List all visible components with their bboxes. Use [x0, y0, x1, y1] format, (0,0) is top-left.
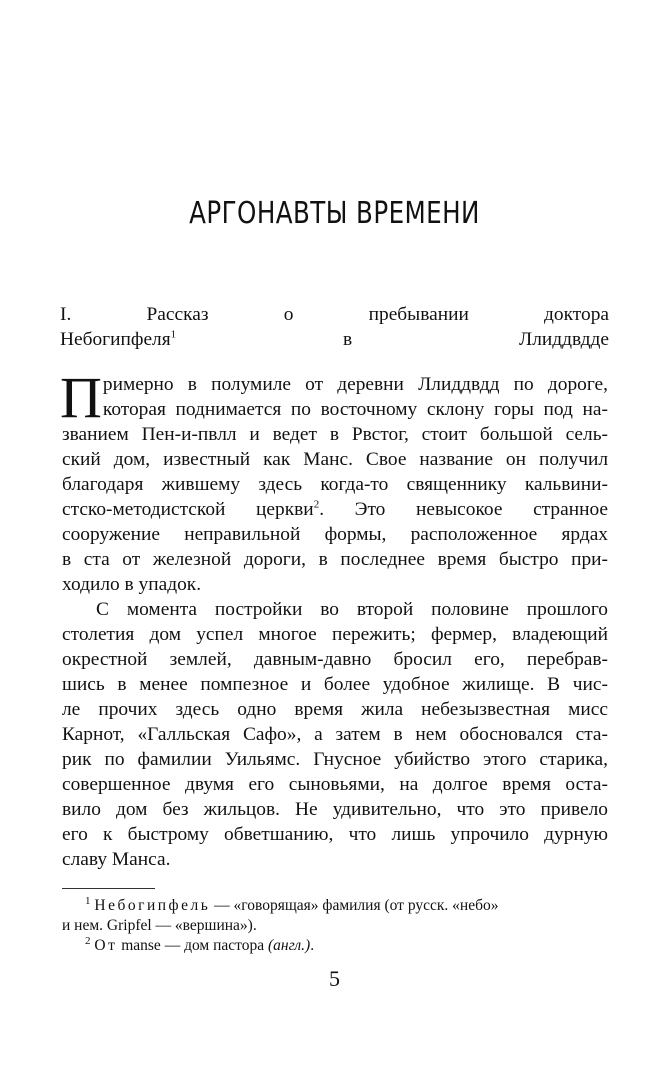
text-line: рик по фамилии Уильямс. Гнусное убийство этого старика, [62, 749, 608, 770]
text-line: сооружение неправильной формы, расположенное ярдах [62, 524, 608, 545]
book-title: АРГОНАВТЫ ВРЕМЕНИ [189, 196, 480, 231]
footnote-language: (англ.) [267, 937, 311, 954]
text-line: ходило в упадок. [62, 574, 202, 595]
text-line: ле прочих здесь одно время жила небезызвестная мисс [62, 699, 608, 720]
footnote-1-continuation: и нем. Gripfel — «вершина»). [62, 917, 257, 934]
text-line: римерно в полумиле от деревни Ллиддвдд по дороге, [102, 374, 608, 395]
text-segment: . Это невысокое странное [319, 499, 608, 520]
text-line: благодаря жившему здесь когда-то священнику кальвини- [62, 474, 608, 495]
text-line: шись в менее помпезное и более удобное жилище. В чис- [62, 674, 608, 695]
chapter-heading [60, 302, 609, 352]
footnote-term: Небогипфель [94, 897, 211, 914]
drop-cap: П [60, 365, 102, 430]
page-number: 5 [329, 966, 340, 991]
paragraph-2 [62, 597, 608, 872]
chapter-heading-place: в Ллиддвдде [176, 329, 609, 350]
footnote-ref-1[interactable]: 1 [170, 328, 177, 341]
text-line: столетия дом успел многое пережить; фермер, владеющий [62, 624, 608, 645]
footnote-number: 1 [85, 894, 91, 907]
footnote-ref-2[interactable]: 2 [313, 498, 320, 511]
text-line: ский дом, известный как Манс. Свое название он получил [62, 449, 608, 470]
text-line: окрестной землей, давным-давно бросил его, перебрав- [62, 649, 608, 670]
footnote-1 [62, 896, 608, 916]
footnote-text: — «говорящая» фамилия (от русск. «небо» [210, 897, 499, 914]
body-text [60, 365, 608, 872]
text-line: званием Пен-и-пвлл и ведет в Рвстог, стоит большой сель- [62, 424, 608, 445]
text-line: Карнот, «Галльская Сафо», а затем в нем обосновался ста- [62, 724, 608, 745]
text-line: С момента постройки во второй половине прошлого [96, 599, 608, 620]
footnote-2 [62, 936, 608, 956]
text-line: которая поднимается по восточному склону горы под на- [102, 399, 608, 420]
text-line: славу Манса. [62, 849, 171, 870]
footnote-text: manse — дом пастора [117, 937, 268, 954]
text-line: в ста от железной дороги, в последнее время быстро при- [62, 549, 608, 570]
text-line: его к быстрому обветшанию, что лишь упрочило дурную [62, 824, 608, 845]
text-line: совершенное двумя его сыновьями, на долгое время оста- [62, 774, 608, 795]
footnote-number: 2 [85, 934, 91, 947]
paragraph-1 [60, 365, 608, 597]
footnote-divider [62, 888, 155, 889]
chapter-heading-line-1: I. Рассказ о пребывании доктора [60, 304, 609, 325]
text-segment: стско-методистской церкви [62, 499, 314, 520]
chapter-heading-line-2 [60, 327, 609, 352]
chapter-heading-name: Небогипфеля [60, 329, 171, 350]
text-line: вило дом без жильцов. Не удивительно, что это привело [62, 799, 608, 820]
text-line [62, 497, 608, 522]
footnote-end: . [310, 937, 315, 954]
footnote-term: От [94, 937, 118, 954]
footnotes [62, 896, 608, 956]
